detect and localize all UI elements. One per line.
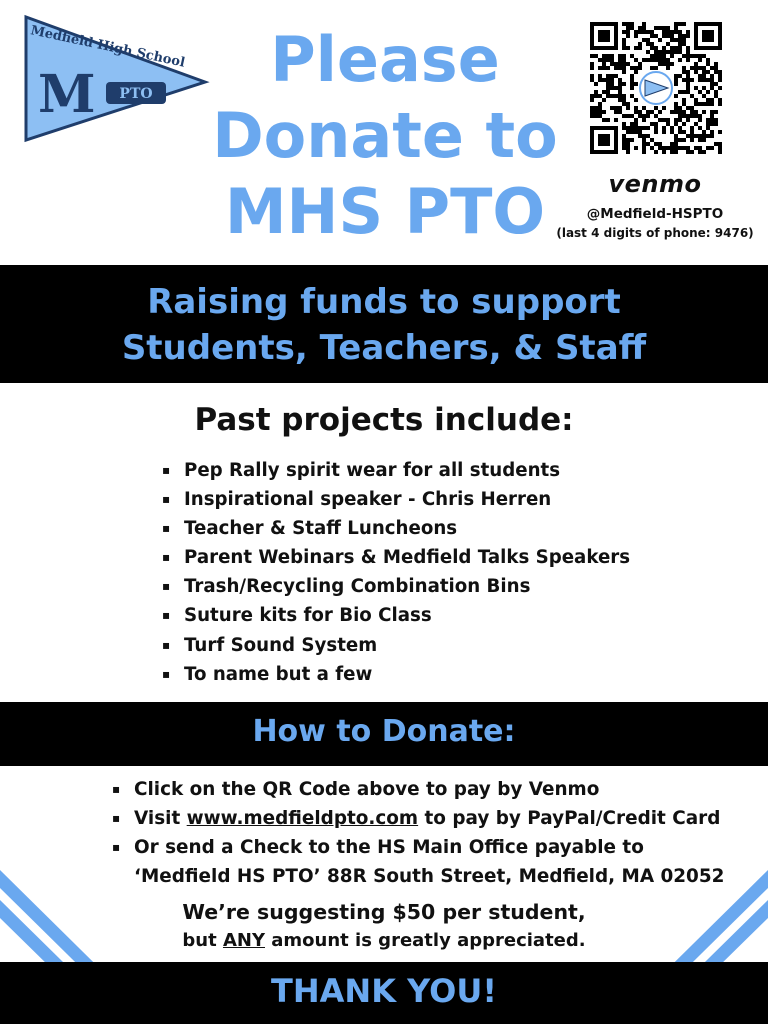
venmo-logo: venmo [608, 170, 702, 198]
suggestion-text [0, 898, 768, 956]
suggestion-line-1: We’re suggesting $50 per student, [182, 900, 586, 924]
list-item: ▪ Teacher & Staff Luncheons [162, 518, 458, 540]
list-item: ▪ Parent Webinars & Medfield Talks Speakers [162, 547, 631, 569]
venmo-phone-note: (last 4 digits of phone: 9476) [556, 226, 754, 240]
list-item: ▪ Suture kits for Bio Class [162, 605, 432, 627]
title-line-3: MHS PTO [224, 175, 546, 248]
list-item: ▪ Click on the QR Code above to pay by Venmo [112, 779, 600, 800]
suggestion-line-2: but ANY amount is greatly appreciated. [182, 930, 586, 951]
qr-code-icon[interactable] [590, 22, 722, 154]
thank-you-text: THANK YOU! [271, 972, 497, 1010]
pennant-badge: PTO [119, 86, 153, 102]
list-item: ▪ Inspirational speaker - Chris Herren [162, 489, 552, 511]
list-item: ▪ To name but a few [162, 663, 373, 685]
venmo-handle: @Medfield-HSPTO [586, 206, 724, 222]
title-line-1: Please [270, 23, 500, 96]
page-title [205, 22, 565, 250]
donate-methods-list [112, 775, 724, 891]
how-to-donate-band [0, 702, 768, 766]
mission-line-1: Raising funds to support [147, 282, 621, 322]
list-item: ▪ Pep Rally spirit wear for all students [162, 460, 561, 481]
pennant-letter: M [38, 64, 96, 125]
any-emphasis: ANY [222, 930, 265, 951]
list-item-continuation: ‘Medfield HS PTO’ 88R South Street, Medfield, MA 02052 [134, 866, 725, 887]
list-item: ▪ Trash/Recycling Combination Bins [162, 576, 531, 598]
mission-band [0, 265, 768, 383]
how-to-donate-heading: How to Donate: [252, 714, 516, 749]
mhs-pto-pennant-logo [20, 12, 210, 147]
mission-line-2: Students, Teachers, & Staff [121, 328, 647, 368]
list-item: ▪ Turf Sound System [162, 634, 378, 656]
list-item: ▪ Or send a Check to the HS Main Office payable to [112, 837, 644, 858]
pennant-arc-text: Medfield High School [29, 23, 187, 71]
thank-you-band [0, 962, 768, 1024]
past-projects-heading: Past projects include: [194, 402, 574, 438]
website-link[interactable]: www.medfieldpto.com [186, 808, 419, 829]
list-item: ▪ Visit www.medfieldpto.com to pay by PayPal/Credit Card [112, 808, 721, 829]
past-projects-list [162, 456, 630, 689]
title-line-2: Donate to [212, 99, 558, 172]
